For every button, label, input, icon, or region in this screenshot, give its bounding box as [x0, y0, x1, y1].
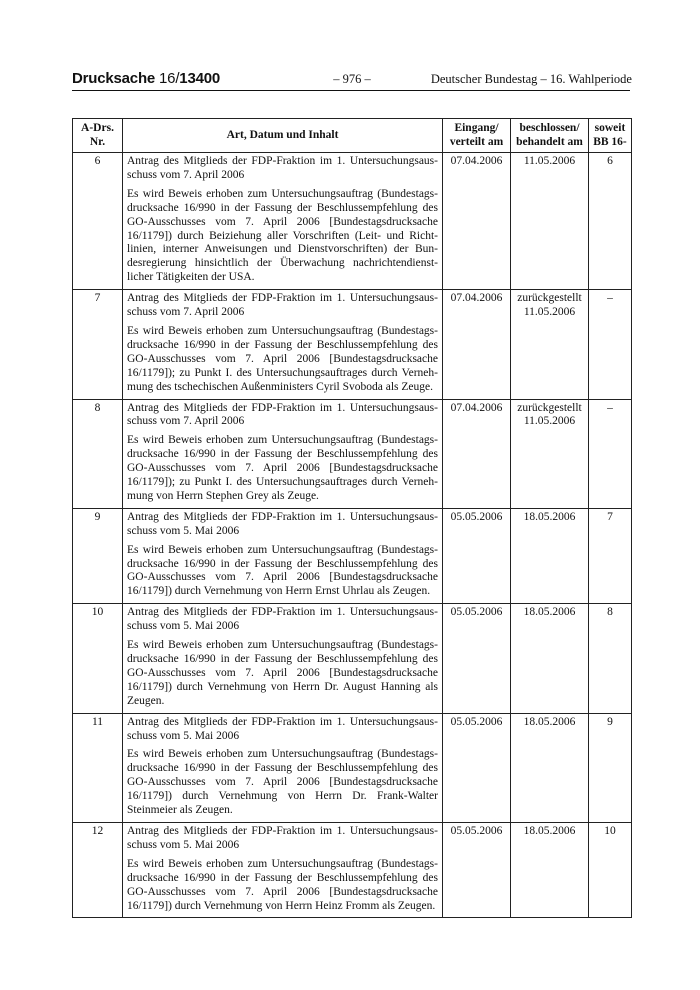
page-header [72, 70, 632, 92]
row-number: 11 [73, 713, 123, 822]
row-title: Antrag des Mitglieds der FDP-Fraktion im 1. Untersuchungsausschuss vom 7. April 2006 [127, 401, 438, 428]
row-date: 05.05.2006 [443, 508, 511, 603]
row-content [123, 713, 443, 822]
row-body: Es wird Beweis erhoben zum Untersuchungsauftrag (Bundestagsdrucksache 16/990 in der Fassung der Beschlussempfehlung des GO-Ausschusses vom 7. April 2006 [Bundestagsdrucksache 16/1179]) durch Vernehmung von Herrn Dr. August Hanning als Zeugen. [127, 639, 438, 707]
row-title: Antrag des Mitglieds der FDP-Fraktion im 1. Untersuchungsausschuss vom 5. Mai 2006 [127, 606, 438, 633]
row-content [123, 153, 443, 290]
row-result: 18.05.2006 [511, 713, 589, 822]
row-content [123, 822, 443, 917]
institution-label: Deutscher Bundestag – 16. Wahlperiode [430, 72, 632, 86]
row-bb: 9 [589, 713, 632, 822]
row-body: Es wird Beweis erhoben zum Untersuchungsauftrag (Bundestagsdrucksache 16/990 in der Fassung der Beschlussempfehlung des GO-Ausschusses vom 7. April 2006 [Bundestagsdrucksache 16/1179]); zu Punkt I. des Untersuchungsauftrages durch Vernehmung von Herrn Stephen Grey als Zeuge. [127, 434, 438, 502]
table-header-row [73, 119, 632, 153]
row-bb: – [589, 399, 632, 508]
table-row [73, 399, 632, 508]
row-result: 18.05.2006 [511, 508, 589, 603]
table-row [73, 713, 632, 822]
row-result: 18.05.2006 [511, 822, 589, 917]
page-number: – 976 – [333, 72, 371, 86]
row-result: zurückgestellt 11.05.2006 [511, 399, 589, 508]
row-content [123, 399, 443, 508]
row-result: zurückgestellt 11.05.2006 [511, 290, 589, 399]
col-header-date: Eingang/ verteilt am [443, 119, 511, 153]
row-date: 07.04.2006 [443, 399, 511, 508]
table-row [73, 822, 632, 917]
row-title: Antrag des Mitglieds der FDP-Fraktion im 1. Untersuchungsausschuss vom 5. Mai 2006 [127, 715, 438, 742]
row-content [123, 508, 443, 603]
row-content [123, 290, 443, 399]
row-number: 10 [73, 604, 123, 713]
row-bb: 10 [589, 822, 632, 917]
row-bb: – [589, 290, 632, 399]
row-body: Es wird Beweis erhoben zum Untersuchungsauftrag (Bundestagsdrucksache 16/990 in der Fassung der Beschlussempfehlung des GO-Ausschusses vom 7. April 2006 [Bundestagsdrucksache 16/1179]) durch Vernehmung von Herrn Heinz Fromm als Zeugen. [127, 857, 438, 912]
table-row [73, 153, 632, 290]
row-date: 07.04.2006 [443, 153, 511, 290]
row-body: Es wird Beweis erhoben zum Untersuchungsauftrag (Bundestagsdrucksache 16/990 in der Fassung der Beschlussempfehlung des GO-Ausschusses vom 7. April 2006 [Bundestagsdrucksache 16/1179]); zu Punkt I. des Untersuchungsauftrages durch Vernehmung des tschechischen Außenministers Cyril Svoboda als Zeuge. [127, 324, 438, 393]
motions-table [72, 118, 632, 918]
row-content [123, 604, 443, 713]
header-divider [72, 90, 630, 91]
document-number: Drucksache 16/13400 [72, 70, 221, 87]
row-title: Antrag des Mitglieds der FDP-Fraktion im 1. Untersuchungsausschuss vom 5. Mai 2006 [127, 510, 438, 537]
row-title: Antrag des Mitglieds der FDP-Fraktion im 1. Untersuchungsausschuss vom 5. Mai 2006 [127, 824, 438, 851]
row-date: 07.04.2006 [443, 290, 511, 399]
row-number: 7 [73, 290, 123, 399]
row-title: Antrag des Mitglieds der FDP-Fraktion im 1. Untersuchungsausschuss vom 7. April 2006 [127, 292, 438, 319]
row-bb: 8 [589, 604, 632, 713]
row-body: Es wird Beweis erhoben zum Untersuchungsauftrag (Bundestagsdrucksache 16/990 in der Fassung der Beschlussempfehlung des GO-Ausschusses vom 7. April 2006 [Bundestagsdrucksache 16/1179]) durch Vernehmung von Herrn Dr. Frank-Walter Steinmeier als Zeugen. [127, 748, 438, 817]
row-date: 05.05.2006 [443, 713, 511, 822]
row-body: Es wird Beweis erhoben zum Untersuchungsauftrag (Bundestagsdrucksache 16/990 in der Fassung der Beschlussempfehlung des GO-Ausschusses vom 7. April 2006 [Bundestagsdrucksache 16/1179]) durch Vernehmung von Herrn Ernst Uhrlau als Zeugen. [127, 543, 438, 598]
row-title: Antrag des Mitglieds der FDP-Fraktion im 1. Untersuchungsausschuss vom 7. April 2006 [127, 155, 438, 181]
table-row [73, 508, 632, 603]
row-body: Es wird Beweis erhoben zum Untersuchungsauftrag (Bundestagsdrucksache 16/990 in der Fassung der Beschlussempfehlung des GO-Ausschusses vom 7. April 2006 [Bundestagsdrucksache 16/1179]) durch Beiziehung aller Vorschriften (Leit- und Richtlinien, interner Anweisungen und Dienstvorschriften) der Bundesregierung hinsichtlich der Überwachung nachrichtendienstlicher Tätigkeiten der USA. [127, 187, 438, 284]
row-result: 11.05.2006 [511, 153, 589, 290]
row-bb: 7 [589, 508, 632, 603]
row-bb: 6 [589, 153, 632, 290]
row-date: 05.05.2006 [443, 822, 511, 917]
table-row [73, 604, 632, 713]
col-header-content: Art, Datum und Inhalt [123, 119, 443, 153]
col-header-nr: A-Drs. Nr. [73, 119, 123, 153]
table-row [73, 290, 632, 399]
row-number: 8 [73, 399, 123, 508]
row-number: 9 [73, 508, 123, 603]
row-number: 12 [73, 822, 123, 917]
row-number: 6 [73, 153, 123, 290]
row-date: 05.05.2006 [443, 604, 511, 713]
col-header-bb: soweit BB 16- [589, 119, 632, 153]
col-header-result: beschlossen/ behandelt am [511, 119, 589, 153]
row-result: 18.05.2006 [511, 604, 589, 713]
